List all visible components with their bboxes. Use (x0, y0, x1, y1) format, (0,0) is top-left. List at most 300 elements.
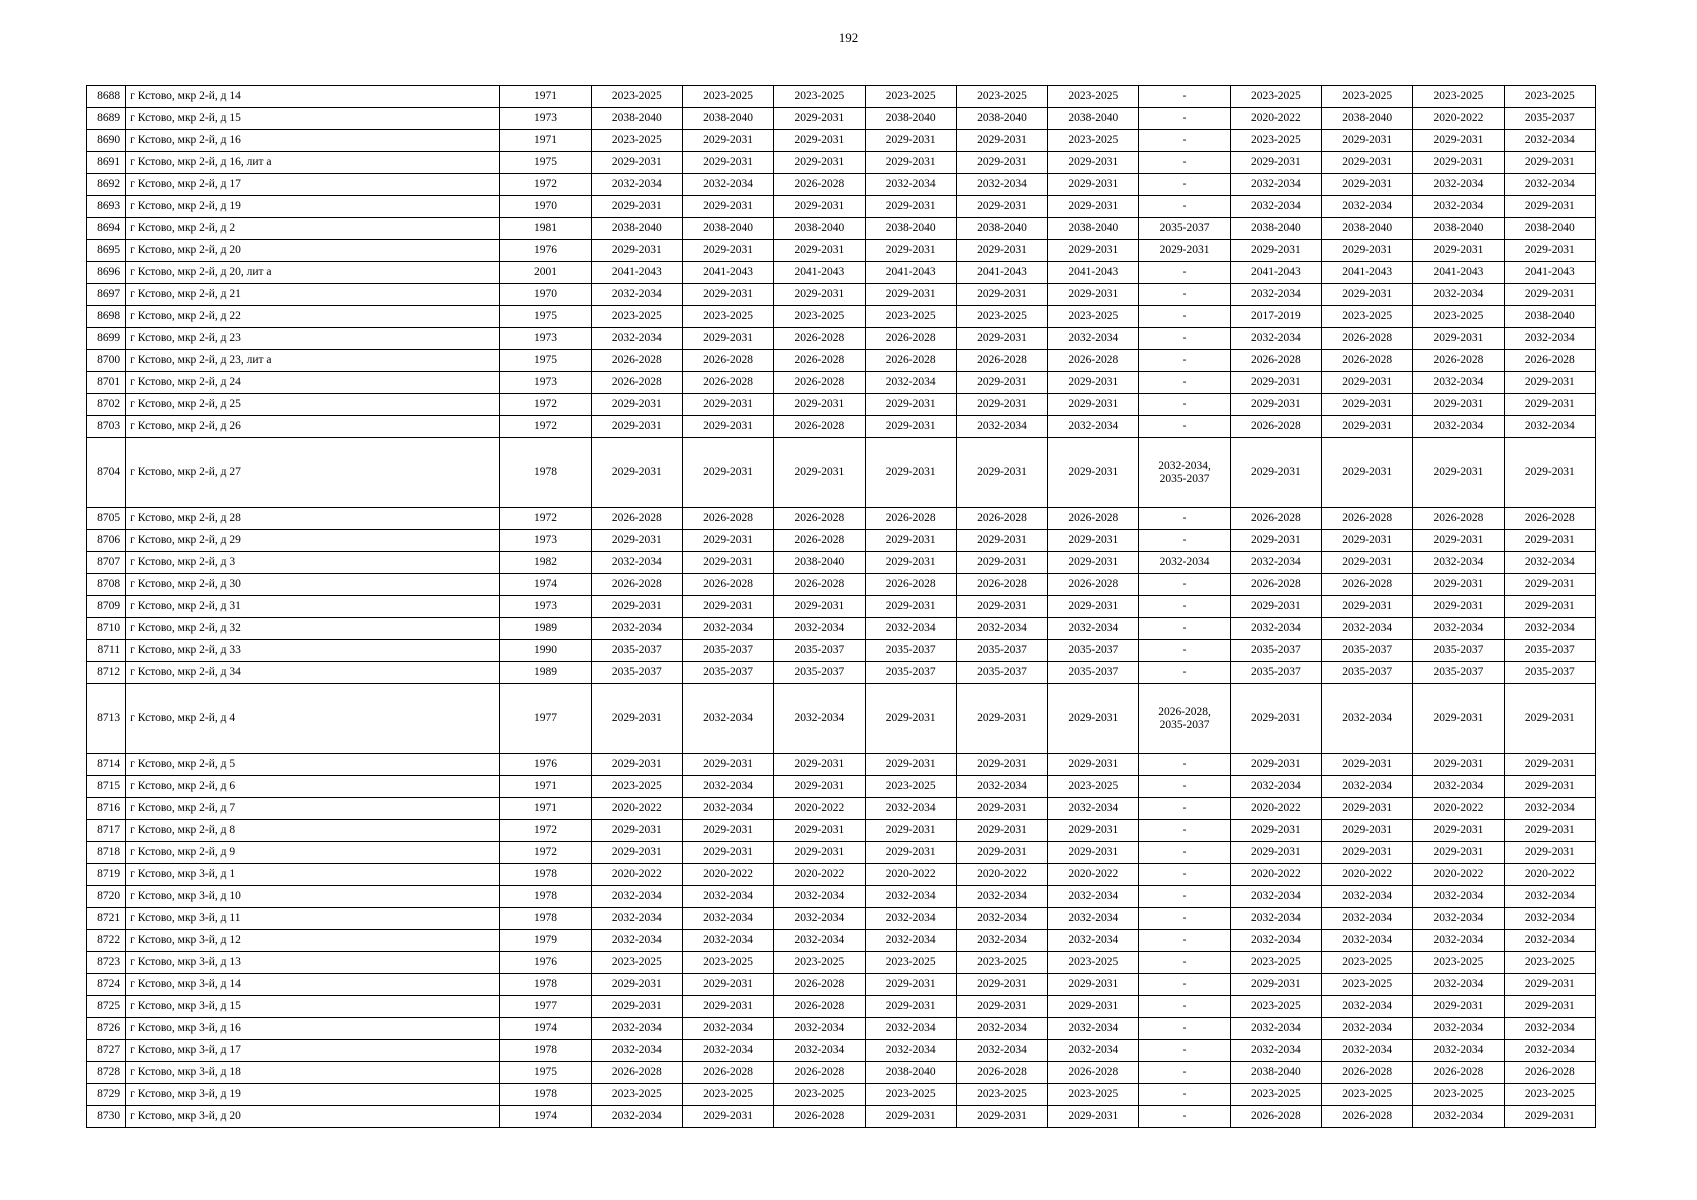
build-year-cell: 1978 (500, 886, 591, 908)
address-cell: г Кстово, мкр 2-й, д 16 (126, 130, 500, 152)
repair-period-cell: 2032-2034 (774, 886, 865, 908)
build-year-cell: 1978 (500, 908, 591, 930)
repair-period-cell: 2032-2034 (1048, 618, 1139, 640)
repair-period-cell: 2035-2037 (591, 640, 682, 662)
address-cell: г Кстово, мкр 2-й, д 28 (126, 508, 500, 530)
repair-period-cell: 2023-2025 (1413, 306, 1504, 328)
repair-period-cell: 2029-2031 (865, 438, 956, 508)
repair-period-cell: 2032-2034 (1230, 174, 1321, 196)
repair-period-cell: 2032-2034 (1322, 196, 1413, 218)
repair-period-cell: - (1139, 886, 1230, 908)
repair-period-cell: 2020-2022 (1230, 864, 1321, 886)
repair-period-cell: 2035-2037 (1413, 640, 1504, 662)
repair-period-cell: - (1139, 798, 1230, 820)
row-number-cell: 8690 (87, 130, 126, 152)
repair-period-cell: 2029-2031 (1413, 996, 1504, 1018)
table-row (87, 508, 1596, 530)
repair-period-cell: 2029-2031 (682, 416, 773, 438)
repair-period-cell: 2032-2034 (774, 1040, 865, 1062)
repair-period-cell: 2029-2031 (956, 284, 1047, 306)
repair-period-cell: 2038-2040 (591, 108, 682, 130)
repair-period-cell: 2029-2031 (1413, 394, 1504, 416)
build-year-cell: 1973 (500, 596, 591, 618)
repair-period-cell: 2029-2031 (956, 596, 1047, 618)
repair-period-cell: 2023-2025 (1504, 86, 1595, 108)
build-year-cell: 1971 (500, 798, 591, 820)
repair-period-cell: 2029-2031 (1048, 438, 1139, 508)
row-number-cell: 8713 (87, 684, 126, 754)
repair-period-cell: 2023-2025 (865, 776, 956, 798)
repair-period-cell: 2026-2028 (1230, 1106, 1321, 1128)
repair-period-cell: 2035-2037 (1230, 640, 1321, 662)
repair-period-cell: 2035-2037 (1504, 662, 1595, 684)
table-row (87, 284, 1596, 306)
repair-period-cell: 2032-2034 (956, 1018, 1047, 1040)
repair-period-cell: 2023-2025 (774, 306, 865, 328)
repair-period-cell: 2023-2025 (774, 952, 865, 974)
repair-period-cell: 2032-2034 (1322, 684, 1413, 754)
repair-period-cell: 2029-2031 (774, 820, 865, 842)
repair-period-cell: 2023-2025 (591, 1084, 682, 1106)
repair-period-cell: 2032-2034 (1504, 908, 1595, 930)
repair-period-cell: 2026-2028 (1048, 1062, 1139, 1084)
build-year-cell: 1971 (500, 86, 591, 108)
repair-period-cell: 2032-2034 (774, 1018, 865, 1040)
repair-period-cell: 2023-2025 (1322, 306, 1413, 328)
repair-period-cell: 2041-2043 (1048, 262, 1139, 284)
repair-period-cell: 2029-2031 (1048, 284, 1139, 306)
repair-period-cell: 2029-2031 (682, 284, 773, 306)
repair-period-cell: 2029-2031 (591, 438, 682, 508)
repair-period-cell: 2026-2028 (1048, 350, 1139, 372)
row-number-cell: 8723 (87, 952, 126, 974)
repair-period-cell: 2029-2031 (774, 842, 865, 864)
repair-period-cell: 2029-2031 (865, 130, 956, 152)
repair-period-cell: 2029-2031 (682, 530, 773, 552)
repair-period-cell: 2032-2034 (682, 684, 773, 754)
repair-period-cell: 2029-2031 (591, 240, 682, 262)
address-cell: г Кстово, мкр 2-й, д 3 (126, 552, 500, 574)
repair-period-cell: 2029-2031 (1504, 530, 1595, 552)
repair-period-cell: 2020-2022 (1413, 798, 1504, 820)
repair-period-cell: 2026-2028 (1413, 350, 1504, 372)
row-number-cell: 8729 (87, 1084, 126, 1106)
repair-period-cell: 2032-2034 (774, 908, 865, 930)
repair-period-cell: 2026-2028 (682, 508, 773, 530)
repair-period-cell: 2029-2031 (865, 820, 956, 842)
repair-period-cell: 2026-2028 (774, 416, 865, 438)
build-year-cell: 1973 (500, 328, 591, 350)
repair-period-cell: 2032-2034 (1230, 552, 1321, 574)
build-year-cell: 1975 (500, 152, 591, 174)
repair-period-cell: 2035-2037 (1322, 640, 1413, 662)
repair-period-cell: 2032-2034 (591, 1018, 682, 1040)
row-number-cell: 8697 (87, 284, 126, 306)
repair-period-cell: - (1139, 508, 1230, 530)
repair-period-cell: 2029-2031 (1504, 754, 1595, 776)
repair-period-cell: 2038-2040 (774, 218, 865, 240)
address-cell: г Кстово, мкр 2-й, д 19 (126, 196, 500, 218)
row-number-cell: 8715 (87, 776, 126, 798)
repair-period-cell: 2029-2031 (591, 996, 682, 1018)
repair-period-cell: 2020-2022 (1322, 864, 1413, 886)
repair-period-cell: 2023-2025 (1230, 86, 1321, 108)
repair-period-cell: 2026-2028 (1048, 574, 1139, 596)
repair-period-cell: - (1139, 1018, 1230, 1040)
repair-period-cell: 2035-2037 (1048, 640, 1139, 662)
repair-period-cell: 2032-2034 (591, 284, 682, 306)
repair-period-cell: 2029-2031 (682, 152, 773, 174)
repair-period-cell: 2029-2031 (682, 596, 773, 618)
table-row (87, 130, 1596, 152)
repair-period-cell: 2026-2028 (1322, 1106, 1413, 1128)
repair-period-cell: 2032-2034 (865, 1040, 956, 1062)
repair-period-cell: 2026-2028 (774, 508, 865, 530)
repair-period-cell: 2026-2028, 2035-2037 (1139, 684, 1230, 754)
repair-period-cell: 2029-2031 (591, 152, 682, 174)
repair-period-cell: - (1139, 842, 1230, 864)
row-number-cell: 8718 (87, 842, 126, 864)
repair-period-cell: 2029-2031 (956, 552, 1047, 574)
repair-period-cell: 2032-2034 (1230, 886, 1321, 908)
repair-period-cell: 2029-2031 (1504, 842, 1595, 864)
address-cell: г Кстово, мкр 2-й, д 8 (126, 820, 500, 842)
address-cell: г Кстово, мкр 2-й, д 14 (126, 86, 500, 108)
repair-period-cell: 2026-2028 (1322, 350, 1413, 372)
repair-period-cell: - (1139, 306, 1230, 328)
repair-period-cell: 2032-2034 (1504, 552, 1595, 574)
repair-period-cell: 2029-2031 (956, 372, 1047, 394)
repair-period-cell: 2032-2034 (1413, 552, 1504, 574)
repair-period-cell: 2035-2037 (956, 640, 1047, 662)
table-row (87, 1106, 1596, 1128)
repair-period-cell: 2032-2034 (865, 1018, 956, 1040)
table-row (87, 596, 1596, 618)
repair-period-cell: 2035-2037 (1048, 662, 1139, 684)
repair-period-cell: 2023-2025 (1413, 1084, 1504, 1106)
repair-period-cell: 2029-2031 (1322, 372, 1413, 394)
repair-period-cell: 2032-2034 (1413, 1018, 1504, 1040)
repair-period-cell: 2032-2034 (591, 886, 682, 908)
repair-period-cell: 2020-2022 (1230, 108, 1321, 130)
repair-period-cell: 2032-2034 (682, 618, 773, 640)
repair-period-cell: 2032-2034 (591, 618, 682, 640)
repair-period-cell: 2023-2025 (1230, 1084, 1321, 1106)
table-row (87, 328, 1596, 350)
repair-period-cell: - (1139, 754, 1230, 776)
address-cell: г Кстово, мкр 3-й, д 13 (126, 952, 500, 974)
repair-period-cell: 2020-2022 (682, 864, 773, 886)
repair-period-cell: 2032-2034 (1413, 196, 1504, 218)
repair-period-cell: 2029-2031 (1322, 174, 1413, 196)
address-cell: г Кстово, мкр 2-й, д 29 (126, 530, 500, 552)
repair-period-cell: 2026-2028 (774, 996, 865, 1018)
repair-period-cell: 2023-2025 (591, 952, 682, 974)
repair-period-cell: 2029-2031 (865, 530, 956, 552)
row-number-cell: 8696 (87, 262, 126, 284)
repair-period-cell: 2032-2034 (1504, 618, 1595, 640)
repair-period-cell: 2038-2040 (682, 218, 773, 240)
repair-period-cell: 2029-2031 (1322, 240, 1413, 262)
table-row (87, 640, 1596, 662)
repair-period-cell: 2026-2028 (956, 574, 1047, 596)
repair-period-cell: 2029-2031 (774, 152, 865, 174)
repair-period-cell: 2032-2034 (1322, 996, 1413, 1018)
repair-period-cell: 2032-2034 (1504, 130, 1595, 152)
repair-period-cell: 2029-2031 (1413, 152, 1504, 174)
repair-period-cell: 2029-2031 (1230, 394, 1321, 416)
repair-period-cell: 2029-2031 (1504, 284, 1595, 306)
repair-period-cell: 2029-2031 (682, 552, 773, 574)
repair-period-cell: 2026-2028 (1048, 508, 1139, 530)
build-year-cell: 1981 (500, 218, 591, 240)
repair-period-cell: 2032-2034 (956, 618, 1047, 640)
table-row (87, 1040, 1596, 1062)
repair-period-cell: 2041-2043 (1322, 262, 1413, 284)
table-row (87, 552, 1596, 574)
repair-period-cell: 2035-2037 (865, 662, 956, 684)
repair-period-cell: 2029-2031 (682, 842, 773, 864)
table-row (87, 240, 1596, 262)
table-row (87, 86, 1596, 108)
repair-period-cell: - (1139, 908, 1230, 930)
repair-period-cell: 2035-2037 (956, 662, 1047, 684)
repair-period-cell: 2029-2031 (1413, 530, 1504, 552)
repair-period-cell: 2029-2031 (1322, 438, 1413, 508)
address-cell: г Кстово, мкр 2-й, д 30 (126, 574, 500, 596)
build-year-cell: 1977 (500, 684, 591, 754)
repair-period-cell: 2038-2040 (865, 1062, 956, 1084)
repair-period-cell: 2035-2037 (591, 662, 682, 684)
repair-period-cell: 2029-2031 (1322, 820, 1413, 842)
repair-period-cell: 2029-2031 (1504, 1106, 1595, 1128)
repair-period-cell: 2029-2031 (1322, 842, 1413, 864)
repair-period-cell: 2032-2034 (1504, 416, 1595, 438)
repair-period-cell: 2032-2034 (1504, 930, 1595, 952)
repair-period-cell: 2023-2025 (865, 306, 956, 328)
repair-period-cell: 2029-2031 (1504, 394, 1595, 416)
build-year-cell: 1978 (500, 438, 591, 508)
repair-period-cell: 2032-2034 (1230, 196, 1321, 218)
repair-period-cell: - (1139, 618, 1230, 640)
repair-period-cell: 2023-2025 (1048, 306, 1139, 328)
address-cell: г Кстово, мкр 2-й, д 23, лит а (126, 350, 500, 372)
repair-period-cell: - (1139, 262, 1230, 284)
repair-period-cell: 2029-2031 (1230, 152, 1321, 174)
repair-period-cell: 2032-2034 (1048, 930, 1139, 952)
table-row (87, 974, 1596, 996)
housing-repair-schedule-table (86, 85, 1596, 1128)
address-cell: г Кстово, мкр 3-й, д 12 (126, 930, 500, 952)
repair-period-cell: 2032-2034 (1413, 1040, 1504, 1062)
table-row (87, 776, 1596, 798)
repair-period-cell: 2032-2034 (1048, 416, 1139, 438)
address-cell: г Кстово, мкр 3-й, д 19 (126, 1084, 500, 1106)
repair-period-cell: 2023-2025 (1504, 1084, 1595, 1106)
build-year-cell: 1974 (500, 574, 591, 596)
repair-period-cell: 2038-2040 (774, 552, 865, 574)
repair-period-cell: 2029-2031 (956, 798, 1047, 820)
table-row (87, 152, 1596, 174)
repair-period-cell: - (1139, 130, 1230, 152)
repair-period-cell: 2029-2031 (1048, 996, 1139, 1018)
repair-period-cell: 2029-2031 (1048, 530, 1139, 552)
repair-period-cell: 2023-2025 (1048, 952, 1139, 974)
repair-period-cell: 2032-2034 (865, 886, 956, 908)
repair-period-cell: 2035-2037 (1413, 662, 1504, 684)
repair-period-cell: 2038-2040 (956, 218, 1047, 240)
repair-period-cell: 2029-2031 (1230, 754, 1321, 776)
repair-period-cell: 2029-2031 (1504, 974, 1595, 996)
repair-period-cell: 2026-2028 (774, 574, 865, 596)
repair-period-cell: 2035-2037 (1504, 108, 1595, 130)
row-number-cell: 8689 (87, 108, 126, 130)
repair-period-cell: 2023-2025 (956, 86, 1047, 108)
row-number-cell: 8691 (87, 152, 126, 174)
repair-period-cell: - (1139, 1062, 1230, 1084)
row-number-cell: 8722 (87, 930, 126, 952)
repair-period-cell: 2029-2031 (1230, 820, 1321, 842)
repair-period-cell: 2032-2034 (956, 886, 1047, 908)
table-row (87, 864, 1596, 886)
repair-period-cell: 2041-2043 (591, 262, 682, 284)
repair-period-cell: 2029-2031 (956, 820, 1047, 842)
repair-period-cell: 2029-2031 (1048, 596, 1139, 618)
repair-period-cell: 2032-2034 (1139, 552, 1230, 574)
address-cell: г Кстово, мкр 2-й, д 32 (126, 618, 500, 640)
table-row (87, 930, 1596, 952)
repair-period-cell: 2020-2022 (591, 798, 682, 820)
repair-period-cell: 2026-2028 (1322, 328, 1413, 350)
build-year-cell: 1976 (500, 952, 591, 974)
build-year-cell: 1974 (500, 1106, 591, 1128)
repair-period-cell: 2026-2028 (682, 372, 773, 394)
row-number-cell: 8725 (87, 996, 126, 1018)
repair-period-cell: 2023-2025 (591, 130, 682, 152)
repair-period-cell: 2020-2022 (1413, 108, 1504, 130)
build-year-cell: 1972 (500, 842, 591, 864)
build-year-cell: 1975 (500, 306, 591, 328)
table-row (87, 306, 1596, 328)
repair-period-cell: 2029-2031 (774, 240, 865, 262)
repair-period-cell: 2029-2031 (1139, 240, 1230, 262)
repair-period-cell: 2035-2037 (1139, 218, 1230, 240)
repair-period-cell: 2032-2034 (591, 1040, 682, 1062)
repair-period-cell: - (1139, 108, 1230, 130)
address-cell: г Кстово, мкр 3-й, д 20 (126, 1106, 500, 1128)
address-cell: г Кстово, мкр 2-й, д 21 (126, 284, 500, 306)
repair-period-cell: 2023-2025 (682, 952, 773, 974)
row-number-cell: 8702 (87, 394, 126, 416)
repair-period-cell: 2029-2031 (865, 240, 956, 262)
repair-period-cell: 2026-2028 (682, 574, 773, 596)
repair-period-cell: 2020-2022 (1504, 864, 1595, 886)
repair-period-cell: - (1139, 86, 1230, 108)
row-number-cell: 8716 (87, 798, 126, 820)
repair-period-cell: 2026-2028 (865, 328, 956, 350)
repair-period-cell: 2023-2025 (1230, 952, 1321, 974)
table-row (87, 394, 1596, 416)
repair-period-cell: 2032-2034 (591, 930, 682, 952)
repair-period-cell: 2029-2031 (1048, 394, 1139, 416)
repair-period-cell: - (1139, 640, 1230, 662)
repair-period-cell: 2023-2025 (682, 86, 773, 108)
build-year-cell: 1982 (500, 552, 591, 574)
repair-period-cell: 2029-2031 (1048, 174, 1139, 196)
repair-period-cell: 2029-2031 (1230, 684, 1321, 754)
repair-period-cell: 2023-2025 (1322, 86, 1413, 108)
table-row (87, 996, 1596, 1018)
address-cell: г Кстово, мкр 2-й, д 16, лит а (126, 152, 500, 174)
repair-period-cell: 2029-2031 (1504, 996, 1595, 1018)
repair-period-cell: 2032-2034 (1048, 798, 1139, 820)
build-year-cell: 1971 (500, 130, 591, 152)
repair-period-cell: 2032-2034 (682, 174, 773, 196)
repair-period-cell: 2029-2031 (591, 530, 682, 552)
repair-period-cell: 2029-2031 (956, 754, 1047, 776)
address-cell: г Кстово, мкр 3-й, д 17 (126, 1040, 500, 1062)
address-cell: г Кстово, мкр 2-й, д 24 (126, 372, 500, 394)
row-number-cell: 8700 (87, 350, 126, 372)
build-year-cell: 1976 (500, 754, 591, 776)
repair-period-cell: 2032-2034 (591, 1106, 682, 1128)
repair-period-cell: 2032-2034 (1413, 284, 1504, 306)
repair-period-cell: 2029-2031 (1413, 820, 1504, 842)
table-row (87, 174, 1596, 196)
repair-period-cell: 2032-2034 (956, 416, 1047, 438)
repair-period-cell: 2029-2031 (865, 152, 956, 174)
repair-period-cell: 2029-2031 (774, 284, 865, 306)
repair-period-cell: - (1139, 996, 1230, 1018)
repair-period-cell: 2032-2034 (682, 886, 773, 908)
repair-period-cell: 2023-2025 (1504, 952, 1595, 974)
repair-period-cell: 2023-2025 (956, 1084, 1047, 1106)
repair-period-cell: 2029-2031 (1230, 596, 1321, 618)
page-number: 192 (838, 30, 859, 45)
repair-period-cell: 2029-2031 (591, 974, 682, 996)
repair-period-cell: 2038-2040 (1504, 218, 1595, 240)
repair-period-cell: 2029-2031 (1413, 328, 1504, 350)
address-cell: г Кстово, мкр 2-й, д 33 (126, 640, 500, 662)
repair-period-cell: 2026-2028 (591, 1062, 682, 1084)
row-number-cell: 8709 (87, 596, 126, 618)
repair-period-cell: 2029-2031 (865, 974, 956, 996)
repair-period-cell: 2026-2028 (1230, 416, 1321, 438)
repair-period-cell: 2029-2031 (682, 196, 773, 218)
repair-period-cell: 2026-2028 (865, 574, 956, 596)
repair-period-cell: 2029-2031 (1230, 842, 1321, 864)
table-row (87, 908, 1596, 930)
repair-period-cell: 2029-2031 (1230, 974, 1321, 996)
address-cell: г Кстово, мкр 2-й, д 34 (126, 662, 500, 684)
repair-period-cell: 2038-2040 (865, 108, 956, 130)
repair-period-cell: 2026-2028 (591, 372, 682, 394)
row-number-cell: 8719 (87, 864, 126, 886)
repair-period-cell: 2026-2028 (774, 974, 865, 996)
repair-period-cell: 2029-2031 (591, 416, 682, 438)
repair-period-cell: 2035-2037 (774, 662, 865, 684)
repair-period-cell: 2023-2025 (956, 306, 1047, 328)
repair-period-cell: 2038-2040 (1504, 306, 1595, 328)
repair-period-cell: 2026-2028 (591, 350, 682, 372)
repair-period-cell: 2023-2025 (591, 776, 682, 798)
build-year-cell: 1973 (500, 530, 591, 552)
repair-period-cell: 2032-2034 (1322, 1040, 1413, 1062)
repair-period-cell: 2032-2034 (1322, 618, 1413, 640)
repair-period-cell: 2032-2034 (1504, 1040, 1595, 1062)
repair-period-cell: 2032-2034 (591, 328, 682, 350)
repair-period-cell: 2032-2034 (1230, 284, 1321, 306)
